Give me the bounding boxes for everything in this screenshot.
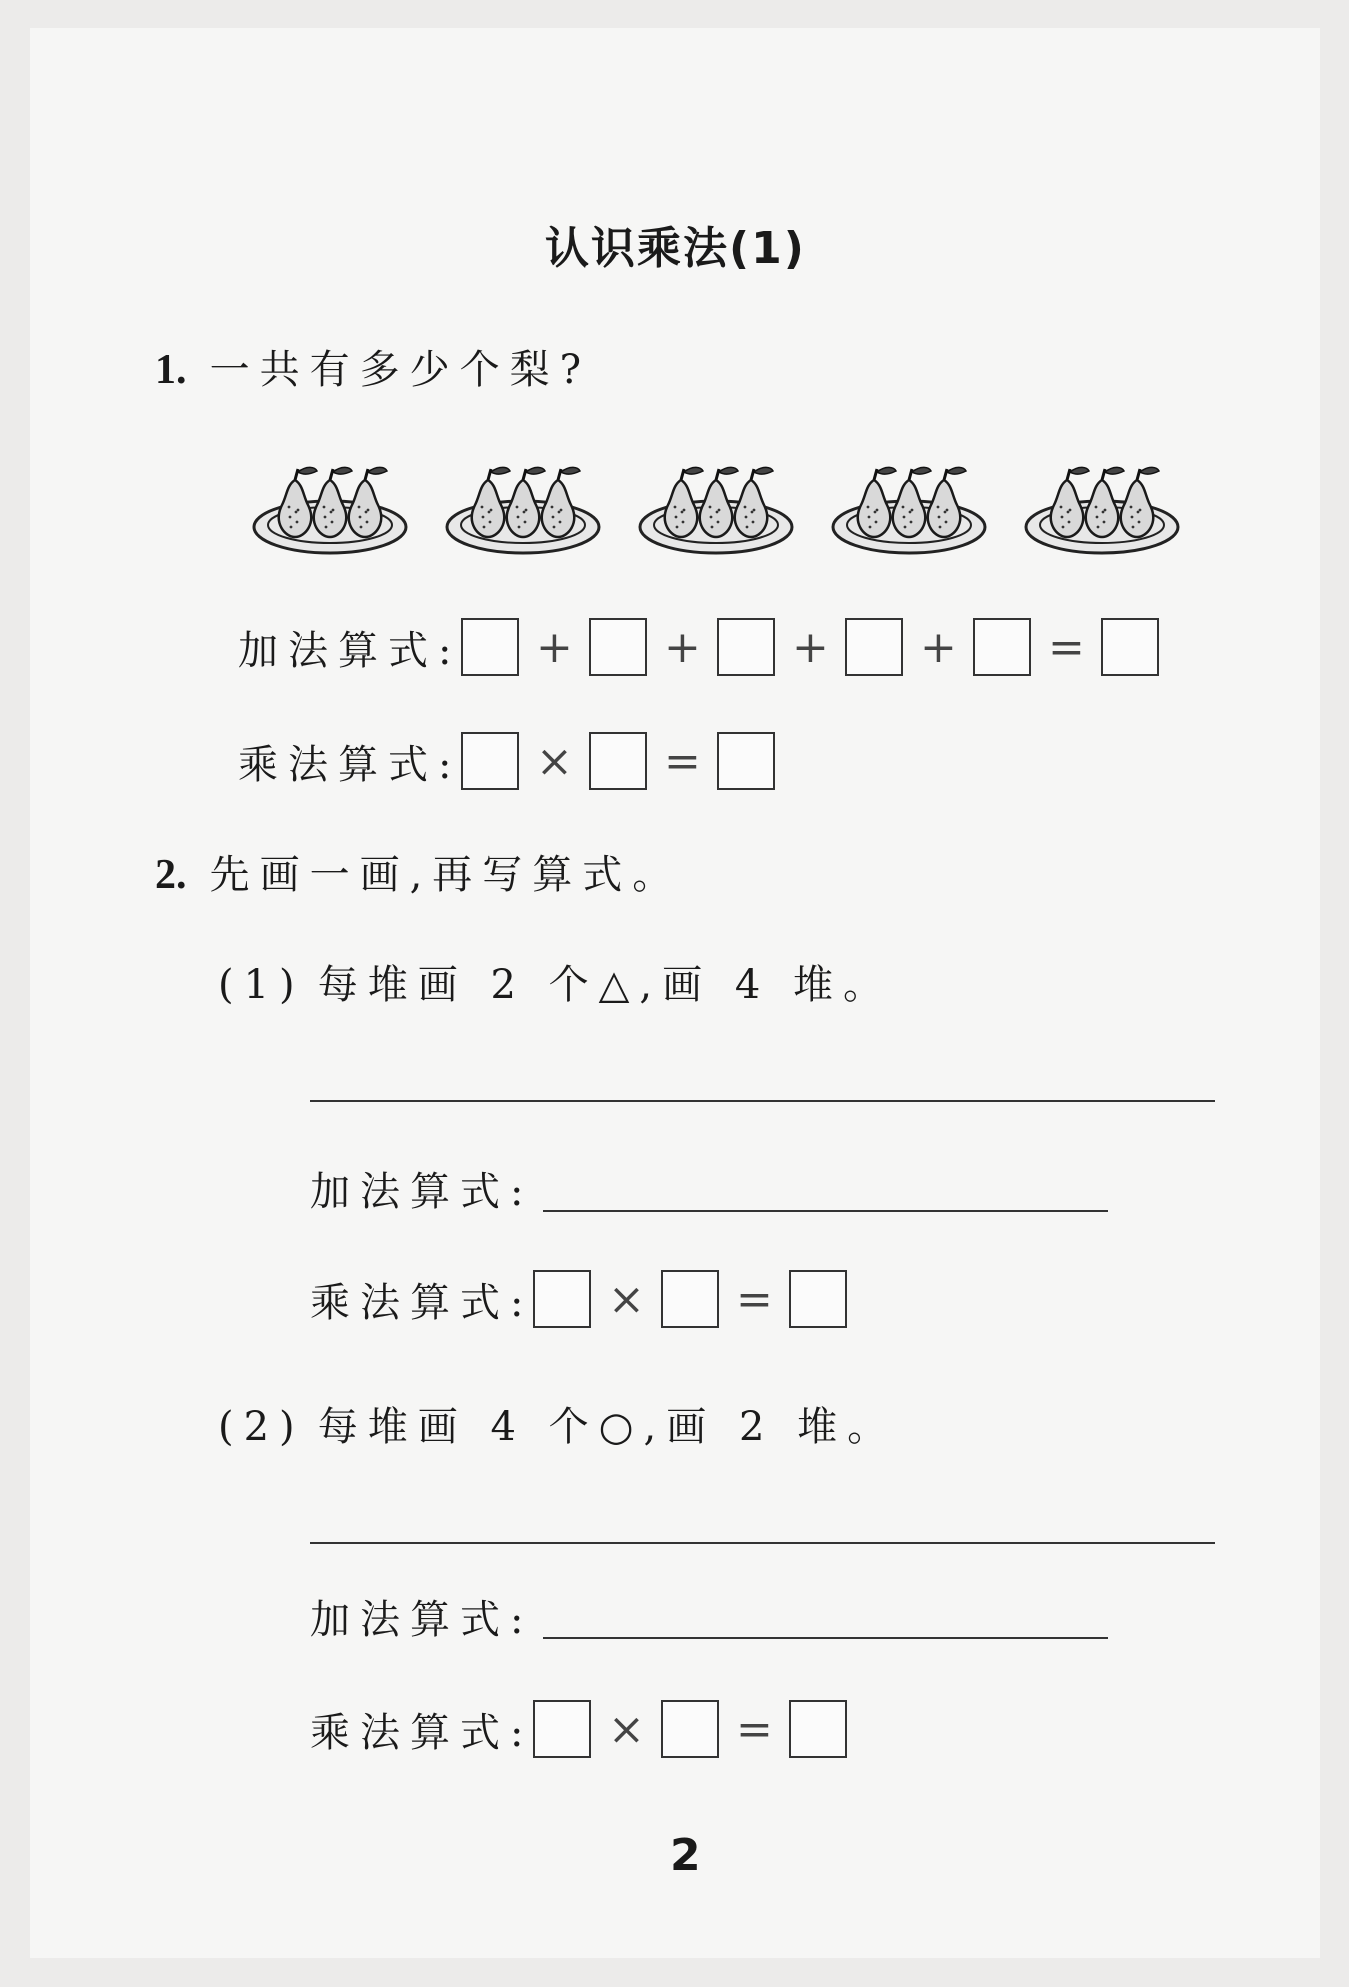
question-1 (155, 338, 591, 395)
drawing-line[interactable] (310, 1100, 1215, 1102)
answer-box[interactable] (533, 1270, 591, 1328)
equals-sign: = (736, 1703, 773, 1755)
plus-sign: + (664, 621, 701, 673)
q2-part-1-text: 每堆画 2 个△,画 4 堆。 (317, 962, 893, 1008)
pear-plate-icon (250, 455, 410, 565)
plus-sign: + (920, 621, 957, 673)
answer-box[interactable] (461, 732, 519, 790)
times-sign: × (608, 1703, 645, 1755)
question-2 (155, 843, 682, 900)
pear-plate-icon (1022, 455, 1182, 565)
pear-plate-icon (443, 455, 603, 565)
q2-part-2-label: (2) (218, 1404, 305, 1450)
answer-box[interactable] (789, 1700, 847, 1758)
question-2-text: 先画一画,再写算式。 (209, 852, 683, 898)
q2-part-2-addition-label: 加法算式: (310, 1597, 534, 1643)
answer-box[interactable] (461, 618, 519, 676)
drawing-line[interactable] (310, 1542, 1215, 1544)
q1-addition-label: 加法算式: (238, 627, 462, 674)
times-sign: × (608, 1273, 645, 1325)
q2-part-2-multiplication-row (310, 1700, 847, 1758)
page-number: 2 (670, 1830, 701, 1881)
question-1-number: 1. (155, 347, 187, 393)
answer-box[interactable] (717, 732, 775, 790)
q2-part-1-label: (1) (218, 962, 305, 1008)
equals-sign: = (664, 735, 701, 787)
q1-multiplication-row (238, 732, 775, 790)
q2-part-1-addition-row (310, 1160, 533, 1217)
answer-box[interactable] (589, 732, 647, 790)
answer-box[interactable] (845, 618, 903, 676)
answer-box[interactable] (661, 1700, 719, 1758)
answer-box[interactable] (789, 1270, 847, 1328)
page-title: 认识乘法(1) (545, 223, 806, 274)
q2-part-1-addition-label: 加法算式: (310, 1169, 534, 1215)
answer-box[interactable] (533, 1700, 591, 1758)
pear-plate-icon (636, 455, 796, 565)
q2-part-1 (218, 953, 893, 1010)
q2-part-2-multiplication-label: 乘法算式: (310, 1709, 534, 1756)
answer-box[interactable] (717, 618, 775, 676)
pear-plate-icon (829, 455, 989, 565)
answer-box[interactable] (661, 1270, 719, 1328)
question-1-text: 一共有多少个梨? (209, 347, 592, 393)
equals-sign: = (1048, 621, 1085, 673)
times-sign: × (536, 735, 573, 787)
equals-sign: = (736, 1273, 773, 1325)
plus-sign: + (536, 621, 573, 673)
q1-multiplication-label: 乘法算式: (238, 741, 462, 788)
q2-part-2 (218, 1395, 897, 1452)
plus-sign: + (792, 621, 829, 673)
answer-line[interactable] (543, 1210, 1108, 1212)
question-2-number: 2. (155, 852, 187, 898)
q2-part-1-multiplication-row (310, 1270, 847, 1328)
answer-box[interactable] (589, 618, 647, 676)
q2-part-1-multiplication-label: 乘法算式: (310, 1279, 534, 1326)
q2-part-2-addition-row (310, 1588, 533, 1645)
q2-part-2-text: 每堆画 4 个○,画 2 堆。 (317, 1404, 898, 1450)
q1-addition-row (238, 618, 1159, 676)
answer-box[interactable] (973, 618, 1031, 676)
answer-line[interactable] (543, 1637, 1108, 1639)
answer-box[interactable] (1101, 618, 1159, 676)
